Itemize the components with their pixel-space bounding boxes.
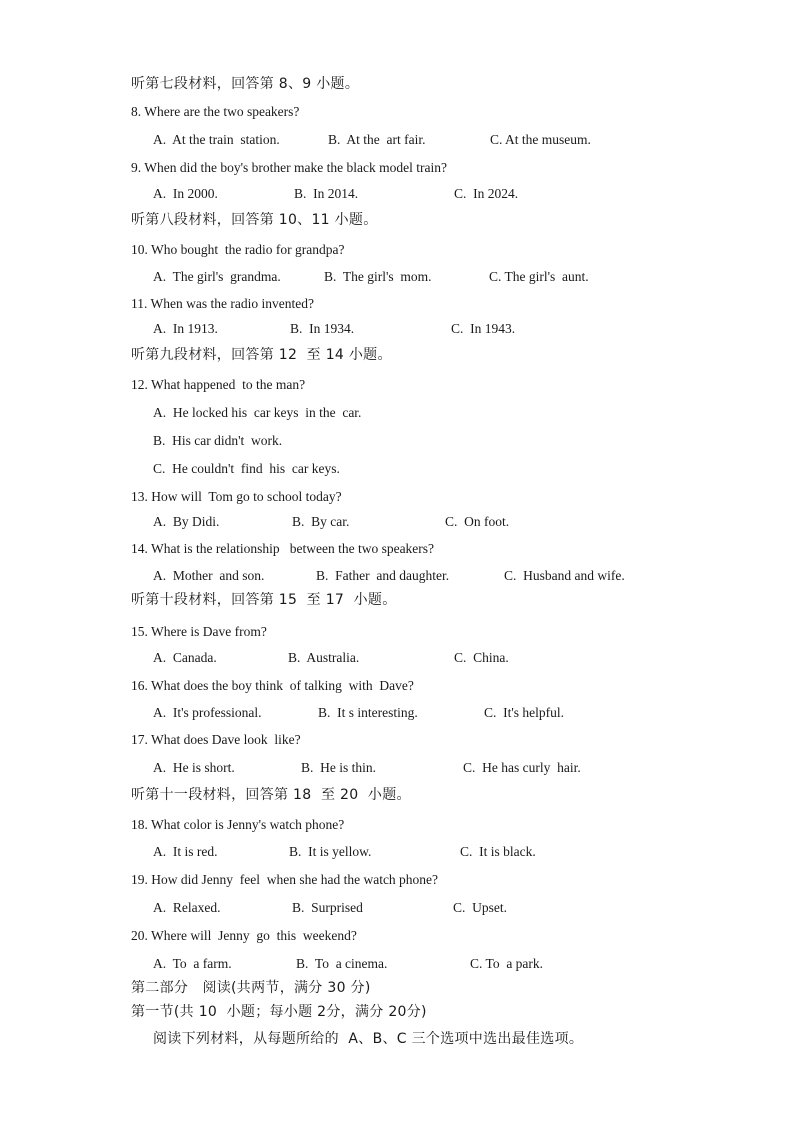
section-heading-8: 听第八段材料，回答第 10、11 小题。 <box>131 212 378 228</box>
question-11-option-b: B. In 1934. <box>290 321 355 336</box>
question-9-option-a: A. In 2000. <box>153 186 218 201</box>
question-15-option-a: A. Canada. <box>153 650 217 665</box>
question-9-option-b: B. In 2014. <box>294 186 359 201</box>
question-12-option-c: C. He couldn't find his car keys. <box>153 461 340 476</box>
question-10-option-b: B. The girl's mom. <box>324 269 432 284</box>
question-16-option-b: B. It s interesting. <box>318 705 418 720</box>
question-20: 20. Where will Jenny go this weekend? <box>131 928 357 943</box>
section-heading-7: 听第七段材料，回答第 8、9 小题。 <box>131 76 360 92</box>
question-12-option-a: A. He locked his car keys in the car. <box>153 405 362 420</box>
question-9-option-c: C. In 2024. <box>454 186 519 201</box>
question-16-option-c: C. It's helpful. <box>484 705 565 720</box>
part-two-heading: 第二部分 阅读(共两节，满分 30 分) <box>131 980 371 996</box>
part-two-instruction: 阅读下列材料，从每题所给的 A、B、C 三个选项中选出最佳选项。 <box>153 1031 584 1047</box>
question-17-option-a: A. He is short. <box>153 760 235 775</box>
question-20-option-c: C. To a park. <box>470 956 544 971</box>
question-11: 11. When was the radio invented? <box>131 296 314 311</box>
question-15-option-c: C. China. <box>454 650 509 665</box>
question-11-option-a: A. In 1913. <box>153 321 218 336</box>
question-8-option-a: A. At the train station. <box>153 132 280 147</box>
question-15: 15. Where is Dave from? <box>131 624 267 639</box>
section-heading-10: 听第十段材料，回答第 15 至 17 小题。 <box>131 592 397 608</box>
question-18-option-c: C. It is black. <box>460 844 536 859</box>
question-19-option-c: C. Upset. <box>453 900 507 915</box>
question-11-option-c: C. In 1943. <box>451 321 516 336</box>
question-8: 8. Where are the two speakers? <box>131 104 300 119</box>
question-18-option-b: B. It is yellow. <box>289 844 372 859</box>
question-19: 19. How did Jenny feel when she had the watch phone? <box>131 872 439 887</box>
question-16: 16. What does the boy think of talking with Dave? <box>131 678 414 693</box>
question-8-option-c: C. At the museum. <box>490 132 591 147</box>
question-9: 9. When did the boy's brother make the black model train? <box>131 160 447 175</box>
question-12-option-b: B. His car didn't work. <box>153 433 283 448</box>
question-10-option-c: C. The girl's aunt. <box>489 269 589 284</box>
question-13: 13. How will Tom go to school today? <box>131 489 342 504</box>
question-14-option-c: C. Husband and wife. <box>504 568 625 583</box>
question-13-option-c: C. On foot. <box>445 514 510 529</box>
question-10: 10. Who bought the radio for grandpa? <box>131 242 345 257</box>
question-19-option-b: B. Surprised <box>292 900 363 915</box>
question-12: 12. What happened to the man? <box>131 377 306 392</box>
question-17-option-b: B. He is thin. <box>301 760 377 775</box>
section-heading-9: 听第九段材料，回答第 12 至 14 小题。 <box>131 347 392 363</box>
question-17: 17. What does Dave look like? <box>131 732 301 747</box>
question-14-option-b: B. Father and daughter. <box>316 568 450 583</box>
question-13-option-b: B. By car. <box>292 514 350 529</box>
question-10-option-a: A. The girl's grandma. <box>153 269 281 284</box>
part-two-subheading: 第一节(共 10 小题；每小题 2分，满分 20分) <box>131 1004 427 1020</box>
question-13-option-a: A. By Didi. <box>153 514 220 529</box>
question-14: 14. What is the relationship between the two speakers? <box>131 541 435 556</box>
question-15-option-b: B. Australia. <box>288 650 360 665</box>
question-18-option-a: A. It is red. <box>153 844 218 859</box>
question-19-option-a: A. Relaxed. <box>153 900 221 915</box>
question-20-option-b: B. To a cinema. <box>296 956 388 971</box>
question-18: 18. What color is Jenny's watch phone? <box>131 817 345 832</box>
question-16-option-a: A. It's professional. <box>153 705 262 720</box>
section-heading-11: 听第十一段材料，回答第 18 至 20 小题。 <box>131 787 411 803</box>
question-20-option-a: A. To a farm. <box>153 956 232 971</box>
question-14-option-a: A. Mother and son. <box>153 568 265 583</box>
question-17-option-c: C. He has curly hair. <box>463 760 581 775</box>
question-8-option-b: B. At the art fair. <box>328 132 426 147</box>
